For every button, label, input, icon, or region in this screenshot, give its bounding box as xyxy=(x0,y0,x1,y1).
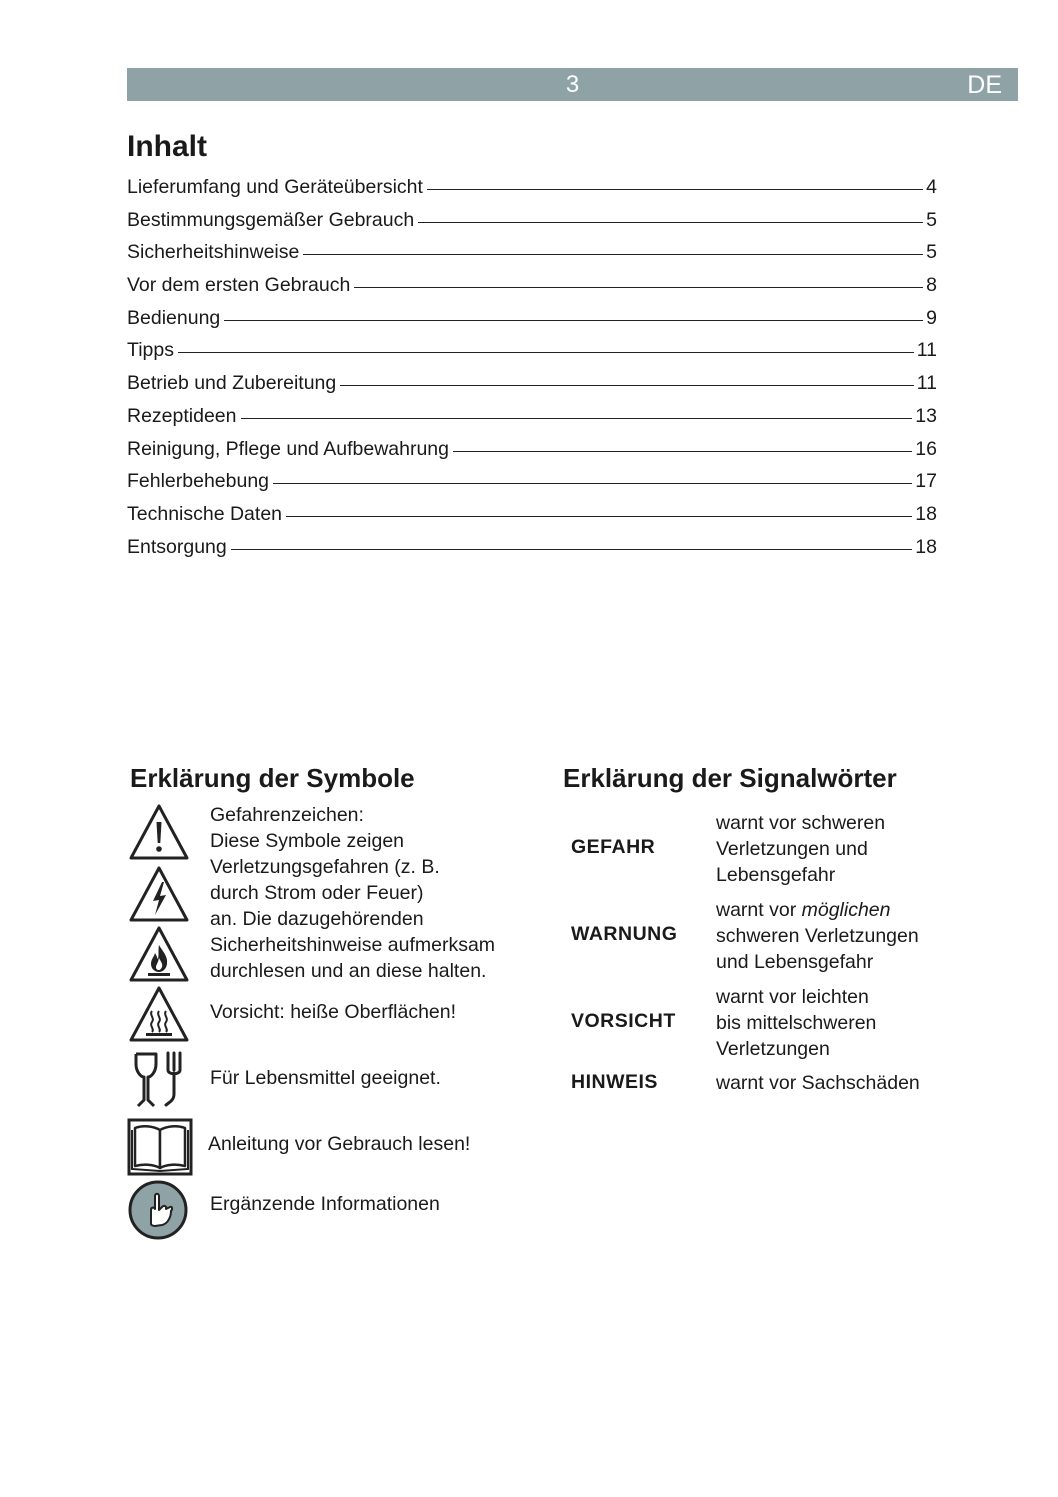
table-of-contents xyxy=(127,176,937,568)
signal-word-warnung: WARNUNG xyxy=(571,923,678,945)
info-hand-icon xyxy=(127,1180,189,1240)
hazard-line: durch Strom oder Feuer) xyxy=(210,882,424,904)
toc-entry-page: 11 xyxy=(916,339,937,362)
signal-word-gefahr: GEFAHR xyxy=(571,836,656,858)
hazard-line: Sicherheitshinweise aufmerksam xyxy=(210,934,496,956)
food-safe-text: Für Lebensmittel geeignet. xyxy=(210,1067,441,1089)
toc-entry[interactable] xyxy=(127,503,937,536)
toc-entry[interactable] xyxy=(127,176,937,209)
hot-surface-icon xyxy=(128,985,190,1043)
warning-exclamation-icon xyxy=(128,803,190,861)
toc-entry-page: 13 xyxy=(915,404,937,427)
toc-entry-label: Technische Daten xyxy=(127,502,283,525)
toc-entry-page: 4 xyxy=(926,176,937,198)
toc-entry[interactable] xyxy=(127,438,937,471)
toc-leader xyxy=(231,549,913,550)
toc-leader xyxy=(273,483,912,484)
hazard-line: Verletzungsgefahren (z. B. xyxy=(210,856,440,878)
signal-desc-warnung: warnt vor möglichen schweren Verletzungen und Lebensgefahr xyxy=(716,899,919,973)
signal-word-hinweis: HINWEIS xyxy=(571,1071,658,1093)
toc-entry[interactable] xyxy=(127,470,937,503)
toc-entry-label: Reinigung, Pflege und Aufbewahrung xyxy=(127,437,449,460)
language-code: DE xyxy=(967,71,1002,99)
toc-entry-label: Tipps xyxy=(127,339,174,362)
hazard-line: an. Die dazugehörenden xyxy=(210,908,424,930)
toc-entry-page: 9 xyxy=(926,306,937,329)
toc-entry-page: 17 xyxy=(915,470,937,493)
toc-entry-label: Vor dem ersten Gebrauch xyxy=(127,274,351,297)
info-text: Ergänzende Informationen xyxy=(210,1193,440,1215)
toc-entry[interactable] xyxy=(127,405,937,438)
toc-title: Inhalt xyxy=(127,130,207,163)
toc-entry-label: Sicherheitshinweise xyxy=(127,241,300,264)
toc-entry[interactable] xyxy=(127,307,937,340)
toc-entry-page: 5 xyxy=(926,241,937,264)
hazard-explanation xyxy=(210,802,495,984)
toc-leader xyxy=(303,254,923,255)
toc-entry-label: Lieferumfang und Geräteübersicht xyxy=(127,176,423,198)
toc-entry[interactable] xyxy=(127,536,937,569)
electric-shock-icon xyxy=(128,865,190,923)
toc-entry-page: 18 xyxy=(915,502,937,525)
symbols-title: Erklärung der Symbole xyxy=(130,763,415,793)
toc-leader xyxy=(453,451,912,452)
toc-entry-label: Fehlerbehebung xyxy=(127,470,270,493)
hot-surface-text: Vorsicht: heiße Oberflächen! xyxy=(210,1001,457,1023)
toc-leader xyxy=(224,320,923,321)
header-bar xyxy=(127,68,1018,101)
signal-word-vorsicht: VORSICHT xyxy=(571,1010,676,1032)
toc-leader xyxy=(178,352,914,353)
signal-desc-gefahr: warnt vor schweren Verletzungen und Lebensgefahr xyxy=(716,812,886,886)
toc-entry-page: 18 xyxy=(915,535,937,558)
toc-entry-label: Bedienung xyxy=(127,306,221,329)
toc-leader xyxy=(286,516,912,517)
toc-entry[interactable] xyxy=(127,274,937,307)
toc-leader xyxy=(354,287,923,288)
toc-entry[interactable] xyxy=(127,209,937,242)
manual-book-icon xyxy=(127,1118,193,1176)
toc-entry-page: 5 xyxy=(926,208,937,231)
food-safe-icon xyxy=(130,1050,186,1110)
page-number: 3 xyxy=(565,71,580,98)
signal-desc-hinweis: warnt vor Sachschäden xyxy=(716,1072,920,1094)
signals-title: Erklärung der Signalwörter xyxy=(563,763,897,793)
toc-entry-label: Rezeptideen xyxy=(127,404,237,427)
toc-leader xyxy=(241,418,913,419)
toc-entry[interactable] xyxy=(127,241,937,274)
toc-entry[interactable] xyxy=(127,339,937,372)
toc-leader xyxy=(340,385,914,386)
hazard-line: Diese Symbole zeigen xyxy=(210,830,405,852)
toc-entry-label: Entsorgung xyxy=(127,535,227,558)
toc-leader xyxy=(427,189,923,190)
toc-entry[interactable] xyxy=(127,372,937,405)
hazard-line: durchlesen und an diese halten. xyxy=(210,960,487,982)
toc-entry-label: Betrieb und Zubereitung xyxy=(127,372,337,395)
fire-hazard-icon xyxy=(128,925,190,983)
read-manual-text: Anleitung vor Gebrauch lesen! xyxy=(208,1133,471,1155)
toc-entry-page: 16 xyxy=(915,437,937,460)
toc-entry-label: Bestimmungsgemäßer Gebrauch xyxy=(127,208,415,231)
signal-desc-vorsicht: warnt vor leichten bis mittelschweren Verletzungen xyxy=(716,986,877,1060)
toc-leader xyxy=(418,222,923,223)
hazard-line: Gefahrenzeichen: xyxy=(210,804,364,826)
toc-entry-page: 11 xyxy=(916,372,937,395)
toc-entry-page: 8 xyxy=(926,274,937,297)
